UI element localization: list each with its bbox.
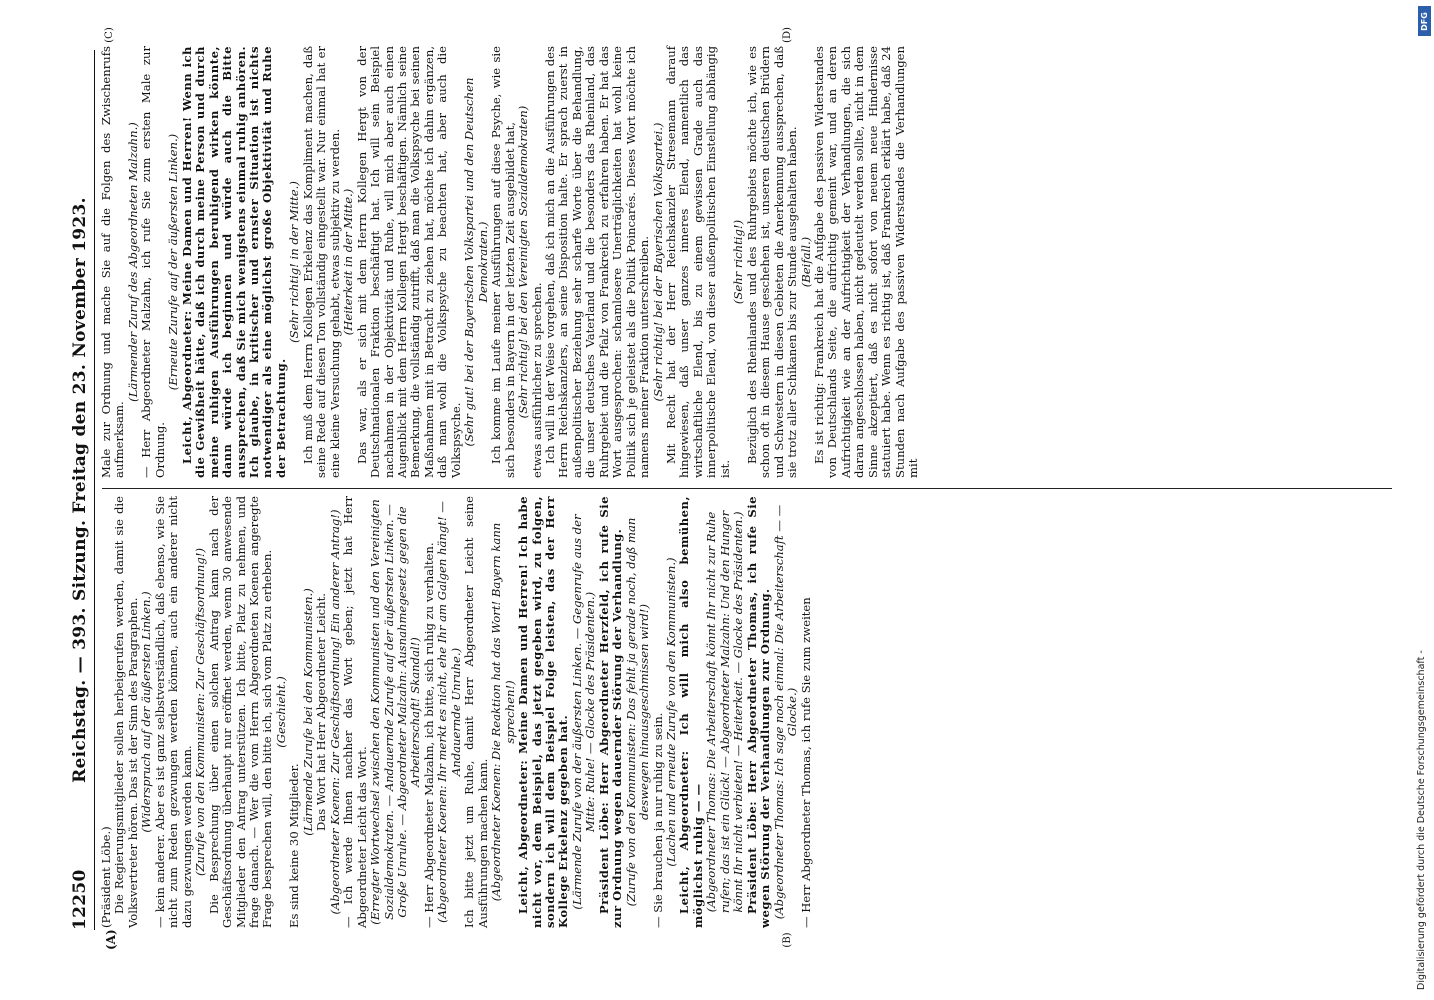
paragraph: — Herr Abgeordneter Malzahn, ich bitte, sich ruhig zu verhalten. — [421, 542, 436, 928]
paragraph: Ich will in der Weise vorgehen, daß ich mich an die Ausführungen des Herrn Reichskanzlers, an seine Disposition halte. Er sprach zuerst in außenpolitischer Beziehung sehr scharfe Worte über die Behandlung, die unser deutsches Vaterland und die besonders das Rheinland, das Ruhrgebiet und die Pfalz von Frankreich zu erfahren haben. Er hat das Wort ausgesprochen: schamlosere Unerträglichkeiten hat wohl keine Politik sich je geleistet als die Politik Poincarés. Dieses Wort möchte ich namens meiner Fraktion unterschreiben. — [542, 46, 652, 478]
interjection: (Abgeordneter Thomas: Die Arbeiterschaft könnt Ihr nicht zur Ruhe rufen; das ist ein Glück! — Abgeordneter Malzahn: Und den Hunger könnt Ihr nicht verbieten! — Heiterkeit. — Glocke des Präsidenten.) — [704, 510, 746, 914]
interjection: (Widerspruch auf der äußersten Linken.) — [139, 591, 154, 833]
running-title: Reichstag. — 393. Sitzung. Freitag den 23. November 1923. — [70, 197, 90, 783]
interjection: (Heiterkeit in der Mitte.) — [341, 188, 356, 336]
interjection: (Zurufe von den Kommunisten: Das fehlt ja gerade noch, daß man deswegen hinausgeschmissen wird!) — [623, 517, 652, 907]
paragraph: Die Besprechung über einen solchen Antrag kann nach der Geschäftsordnung überhaupt nur eröffnet werden, wenn 30 anwesende Mitglieder den Antrag unterstützen. Ich bitte, Platz zu nehmen, und frage danach. — Wer die vom Herrn Abgeordneten Koenen angeregte Frage besprechen will, den bitte ich, sich vom Platz zu erheben. — [206, 496, 275, 928]
interjection: (Zurufe von den Kommunisten: Zur Geschäftsordnung!) — [193, 547, 208, 877]
paragraph: — Herr Abgeordneter Malzahn, ich rufe Sie zum ersten Male zur Ordnung. — [139, 46, 167, 478]
paragraph: Das Wort hat Herr Abgeordneter Leicht. — [314, 593, 329, 831]
interjection: (Lachen und erneute Zurufe von den Kommunisten.) — [664, 557, 679, 867]
left-column — [100, 496, 813, 928]
paragraph: Die Regierungsmitglieder sollen herbeigerufen werden, damit sie die Volksvertreter hören. Das ist der Sinn des Paragraphen. — [112, 496, 140, 928]
interjection: (Lärmende Zurufe von der äußersten Linken. — Gegenrufe aus der Mitte: Ruhe! — Glocke des Präsidenten.) — [569, 514, 598, 910]
dfg-logo-text: DFG — [1420, 11, 1430, 31]
margin-marker-a: (A) — [104, 929, 118, 950]
paragraph: etwas ausführlicher zu sprechen. — [529, 282, 544, 478]
speech-paragraph: Leicht, Abgeordneter: Ich will mich also bemühen, möglichst ruhig — — — [677, 496, 705, 928]
interjection: (Sehr richtig! bei der Bayerischen Volkspartei.) — [650, 122, 665, 402]
interjection: (Erneute Zurufe auf der äußersten Linken.) — [166, 133, 181, 391]
document-page — [12, 0, 1412, 1000]
margin-marker-b: (B) — [782, 932, 793, 948]
speech-paragraph: Präsident Löbe: Herr Abgeordneter Herzfeld, ich rufe Sie zur Ordnung wegen dauernder Störung der Verhandlung. — [596, 496, 625, 928]
paragraph: — Sie brauchen ja nur ruhig zu sein. — [650, 712, 665, 928]
interjection: (Abgeordneter Koenen: Zur Geschäftsordnung! Ein anderer Antrag!) — [327, 509, 342, 915]
paragraph: — Ich werde Ihnen nachher das Wort geben; jetzt hat Herr Abgeordneter Leicht das Wort. — [341, 496, 369, 928]
column-rule — [102, 488, 1392, 489]
speech-paragraph: Leicht, Abgeordneter: Meine Damen und Herren! Ich habe nicht vor, dem Beispiel, das jetzt gegeben wird, zu folgen, sondern ich will dem Beispiel Folge leisten, das der Herr Kollege Erkelenz gegeben hat. — [516, 496, 571, 928]
interjection: (Abgeordneter Koenen: Die Reaktion hat das Wort! Bayern kann sprechen!) — [489, 522, 517, 902]
paragraph: Es ist richtig: Frankreich hat die Aufgabe des passiven Widerstandes von Deutschlands Seite, die aufrichtig gemeint war, und an deren Aufrichtigkeit wie an der Aufrichtigkeit der Verhandlungen, die sich daran angeschlossen haben, nicht gedeutelt werden sollte, nicht in dem Sinne akzeptiert, daß es nicht sofort von neuem neue Hindernisse statuiert habe. Wenn es richtig ist, daß Frankreich erklärt habe, daß 24 Stunden nach Aufgabe des passiven Widerstandes die Verhandlungen mit — [812, 46, 921, 478]
interjection: (Sehr richtig! bei den Vereinigten Sozialdemokraten) — [516, 105, 531, 419]
interjection: (Sehr gut! bei der Bayerischen Volkspartei und den Deutschen Demokraten.) — [462, 77, 490, 447]
interjection: (Abgeordneter Koenen: Ihr merkt es nicht, ehe Ihr am Galgen hängt! — Andauernde Unruhe.) — [435, 501, 463, 923]
speech-paragraph: Leicht, Abgeordneter: Meine Damen und Herren! Wenn ich die Gewißheit hätte, daß ich durch meine Person und durch meine ruhigen Ausführungen beruhigend wirken könnte, dann würde ich beginnen und würde auch die Bitte aussprechen, daß Sie mich wenigstens einmal ruhig anhören. Ich glaube, in kritischer und ernster Situation ist nichts notwendiger als eine möglichst große Objektivität und Ruhe der Betrachtung. — [179, 46, 288, 478]
paragraph: Es sind keine 30 Mitglieder. — [287, 763, 302, 928]
interjection: (Lärmende Zurufe bei den Kommunisten.) — [300, 588, 315, 836]
speech-paragraph: Präsident Löbe: Herr Abgeordneter Thomas, ich rufe Sie wegen Störung der Verhandlungen zur Ordnung. — [744, 496, 773, 928]
interjection: (Geschieht.) — [273, 676, 288, 748]
page-header — [70, 50, 95, 930]
interjection: (Lärmender Zuruf des Abgeordneten Malzahn.) — [125, 122, 140, 402]
paragraph: Das war, als er sich mit dem Herrn Kollegen Hergt von der Deutschnationalen Fraktion beschäftigt hat. Ich will sein Beispiel nachahmen in der Objektivität und Ruhe, will mich aber auch einen Augenblick mit dem Herrn Kollegen Hergt beschäftigen. Nämlich seine Bemerkung, die vollständig zutrifft, daß man die Volkspsyche bei seinen Maßnahmen mit in Betracht zu ziehen hat, möchte ich dahin ergänzen, daß man wohl die Volkspsyche zu beachten hat, aber auch die Volkspsyche. — [354, 46, 463, 478]
paragraph: (Präsident Löbe.) — [99, 826, 113, 928]
paragraph: — kein anderer. Aber es ist ganz selbstverständlich, daß ebenso, wie Sie nicht zum Reden gezwungen werden können, auch ein anderer nicht dazu gezwungen werden kann. — [152, 496, 194, 928]
interjection: (Abgeordneter Thomas: Ich sage noch einmal: Die Arbeiterschaft — — Glocke.) — [771, 504, 800, 920]
paragraph: Male zur Ordnung und mache Sie auf die Folgen des Zwischenrufs aufmerksam. — [99, 46, 127, 478]
interjection: (Beifall.) — [798, 236, 813, 288]
dfg-logo — [1418, 6, 1431, 36]
margin-marker-d: (D) — [782, 27, 793, 43]
paragraph: Bezüglich des Rheinlandes und des Ruhrgebiets möchte ich, wie es schon oft in diesem Hause geschehen ist, unseren deutschen Brüdern und Schwestern in diesen Gebieten die Anerkennung aussprechen, daß sie trotz aller Schikanen bis zur Stunde ausgehalten haben. — [744, 46, 800, 478]
paragraph: Mit Recht hat der Herr Reichskanzler Stresemann darauf hingewiesen, daß unser ganzes inneres Elend, namentlich das wirtschaftliche Elend, bis zu einem gewissen Grade auch das innerpolitische Elend, von dieser außenpolitischen Einstellung abhängig ist. — [664, 46, 732, 478]
page-number: 12250 — [70, 869, 90, 930]
interjection: (Erregter Wortwechsel zwischen den Kommunisten und den Vereinigten Sozialdemokraten. — Andauernde Zurufe auf der äußersten Linken. — Große Unruhe. — Abgeordneter Malzahn: Ausnahmegesetz gegen die Arbeiterschaft! Skandal!) — [368, 499, 423, 925]
paragraph: — Herr Abgeordneter Thomas, ich rufe Sie zum zweiten — [798, 597, 813, 928]
interjection: (Sehr richtig! in der Mitte.) — [287, 181, 302, 343]
margin-marker-c: (C) — [104, 27, 115, 43]
digitization-credit: Digitalisierung gefördert durch die Deutsche Forschungsgemeinschaft - — [1416, 650, 1427, 990]
paragraph: Ich muß dem Herrn Kollegen Erkelenz das Kompliment machen, daß seine Rede auf diesen Ton vollständig eingestellt war. Nur einmal hat er eine kleine Versuchung gehabt, etwas subjektiv zu werden. — [300, 46, 342, 478]
right-column — [100, 46, 921, 478]
interjection: (Sehr richtig!) — [731, 219, 746, 305]
paragraph: Ich komme im Laufe meiner Ausführungen auf diese Psyche, wie sie sich besonders in Bayern in der letzten Zeit ausgebildet hat, — [489, 46, 517, 478]
paragraph: Ich bitte jetzt um Ruhe, damit Herr Abgeordneter Leicht seine Ausführungen machen kann. — [462, 496, 490, 928]
